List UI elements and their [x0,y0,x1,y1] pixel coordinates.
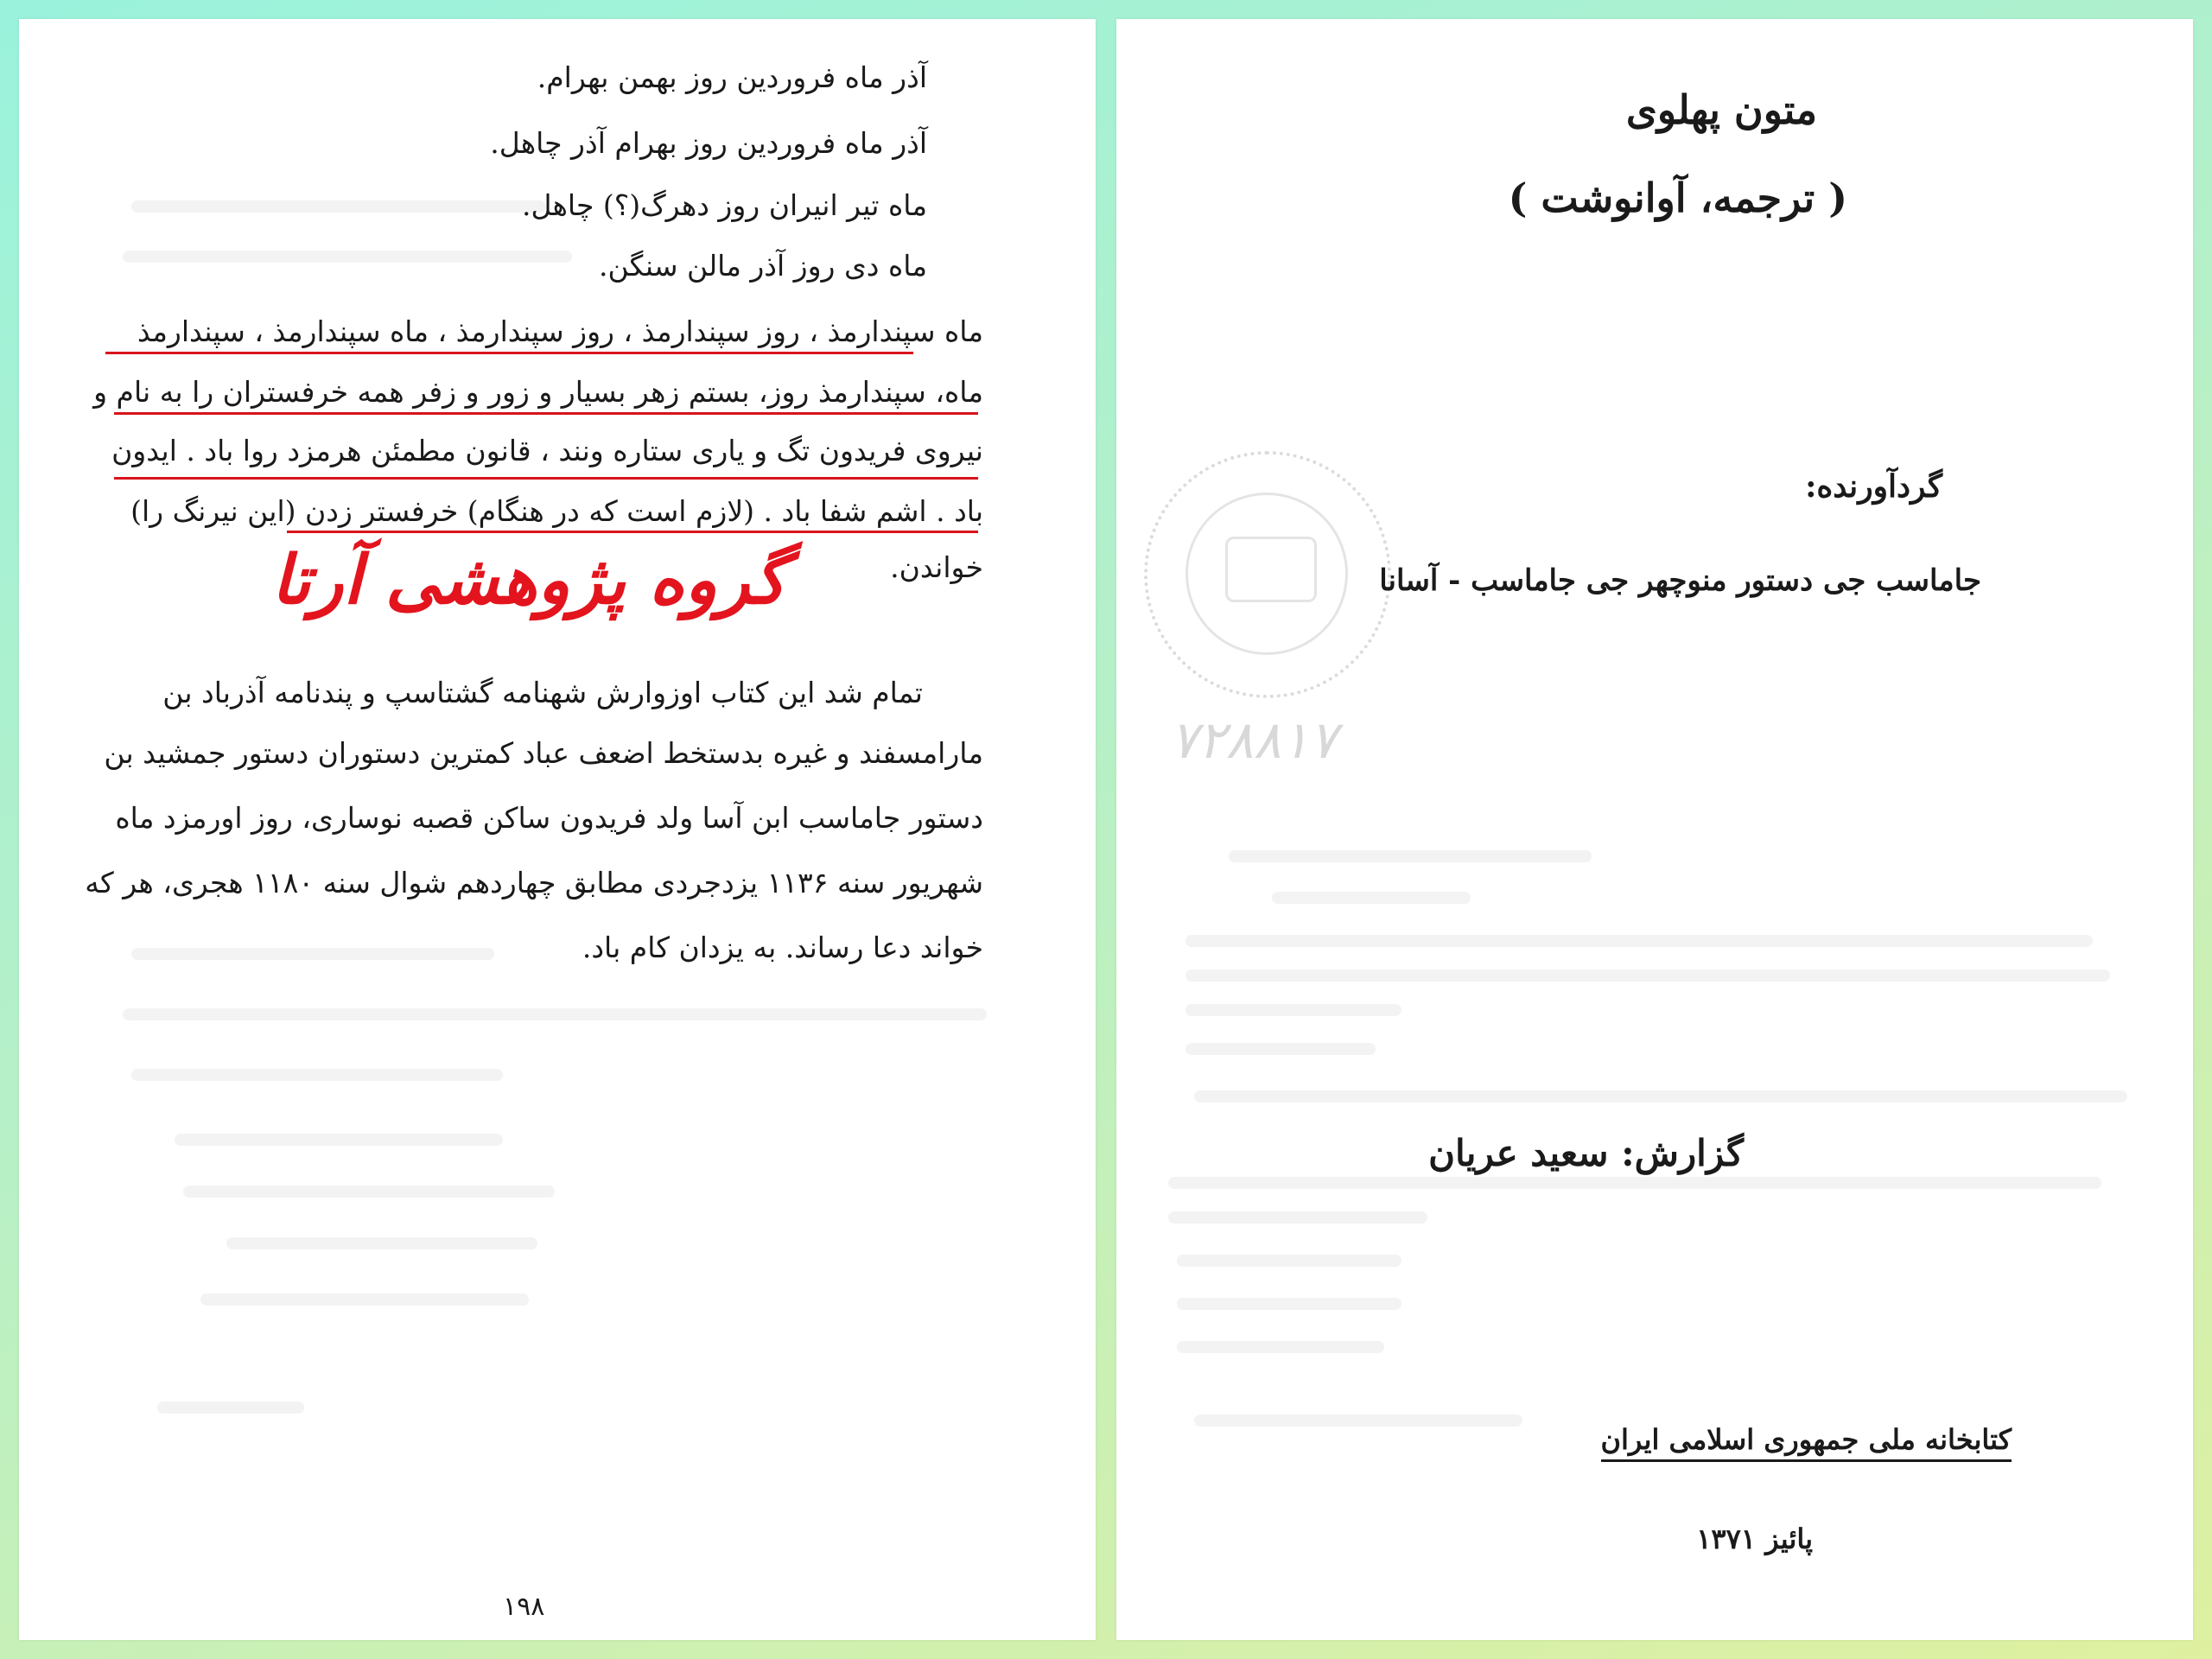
bleed-through-text [131,948,494,960]
bleed-through-text [123,1008,987,1020]
bleed-through-text [131,200,546,213]
watermark-text: گروه پژوهشی آرتا [271,542,786,620]
bleed-through-text [1185,969,2110,982]
colophon-line: دستور جاماسب ابن آسا ولد فریدون ساکن قصبه نوساری، روز اورمزد ماه [115,801,983,835]
book-title: متون پهلوی [1625,86,1817,133]
text-line: ماه سپندارمذ ، روز سپندارمذ ، روز سپندارمذ ، ماه سپندارمذ ، سپندارمذ [137,315,983,348]
left-page [19,19,1096,1640]
text-line: نیروی فریدون تگ و یاری ستاره ونند ، قانون مطمئن هرمزد روا باد . ایدون [111,434,983,467]
highlight-underline [114,477,978,480]
bleed-through-text [1185,1043,1376,1055]
bleed-through-text [183,1185,555,1198]
translator-credit: گزارش: سعید عریان [1428,1132,1744,1174]
bleed-through-text [157,1402,304,1414]
compiler-label: گردآورنده: [1805,468,1942,505]
highlight-underline [114,412,978,415]
bleed-through-text [1194,1414,1522,1427]
right-page [1116,19,2193,1640]
bleed-through-text [1168,1211,1427,1224]
text-line: آذر ماه فروردین روز بهمن بهرام. [537,60,927,94]
highlight-underline [105,352,913,354]
bleed-through-text [226,1237,537,1249]
bleed-through-text [1194,1090,2127,1103]
bleed-through-text [123,251,572,263]
stamp-number: ۷۲۸۸۱۷ [1170,710,1338,771]
highlight-underline [287,531,978,533]
text-line: باد . اشم شفا باد . (لازم است که در هنگام) خرفستر زدن (این نیرنگ را) [130,494,983,528]
bleed-through-text [1185,935,2093,947]
bleed-through-text [1177,1298,1402,1310]
bleed-through-text [175,1134,503,1146]
bleed-through-text [1177,1255,1402,1267]
bleed-through-text [131,1069,503,1081]
colophon-line: مارامسفند و غیره بدستخط اضعف عباد کمترین دستوران دستور جمشید بن [104,736,983,770]
publisher-name: کتابخانه ملی جمهوری اسلامی ایران [1601,1423,2012,1462]
text-line: ماه دی روز آذر مالن سنگن. [599,249,927,283]
text-line: ماه، سپندارمذ روز، بستم زهر بسیار و زور و زفر همه خرفستران را به نام و [93,375,983,409]
bleed-through-text [200,1294,529,1306]
library-stamp [1144,451,1391,698]
book-subtitle: ( ترجمه، آوانوشت ) [1508,175,1847,221]
text-line: ماه تیر انیران روز دهرگ(؟) چاهل. [522,188,927,222]
page-number: ۱۹۸ [503,1592,545,1622]
colophon-line: شهریور سنه ۱۱۳۶ یزدجردی مطابق چهاردهم شوال سنه ۱۱۸۰ هجری، هر که [85,866,983,899]
bleed-through-text [1272,892,1471,904]
text-line: خواندن. [890,550,983,584]
bleed-through-text [1229,850,1592,862]
text-line: آذر ماه فروردین روز بهرام آذر چاهل. [490,126,927,160]
publication-date: پائیز ۱۳۷۱ [1696,1522,1813,1555]
bleed-through-text [1168,1177,2101,1189]
colophon-line: خواند دعا رساند. به یزدان کام باد. [582,931,983,964]
bleed-through-text [1185,1004,1402,1016]
colophon-line: تمام شد این کتاب اوزوارش شهنامه گشتاسپ و پندنامه آذرباد بن [162,676,923,709]
compiler-name: جاماسب جی دستور منوچهر جی جاماسب - آسانا [1379,563,1981,598]
bleed-through-text [1177,1341,1384,1353]
